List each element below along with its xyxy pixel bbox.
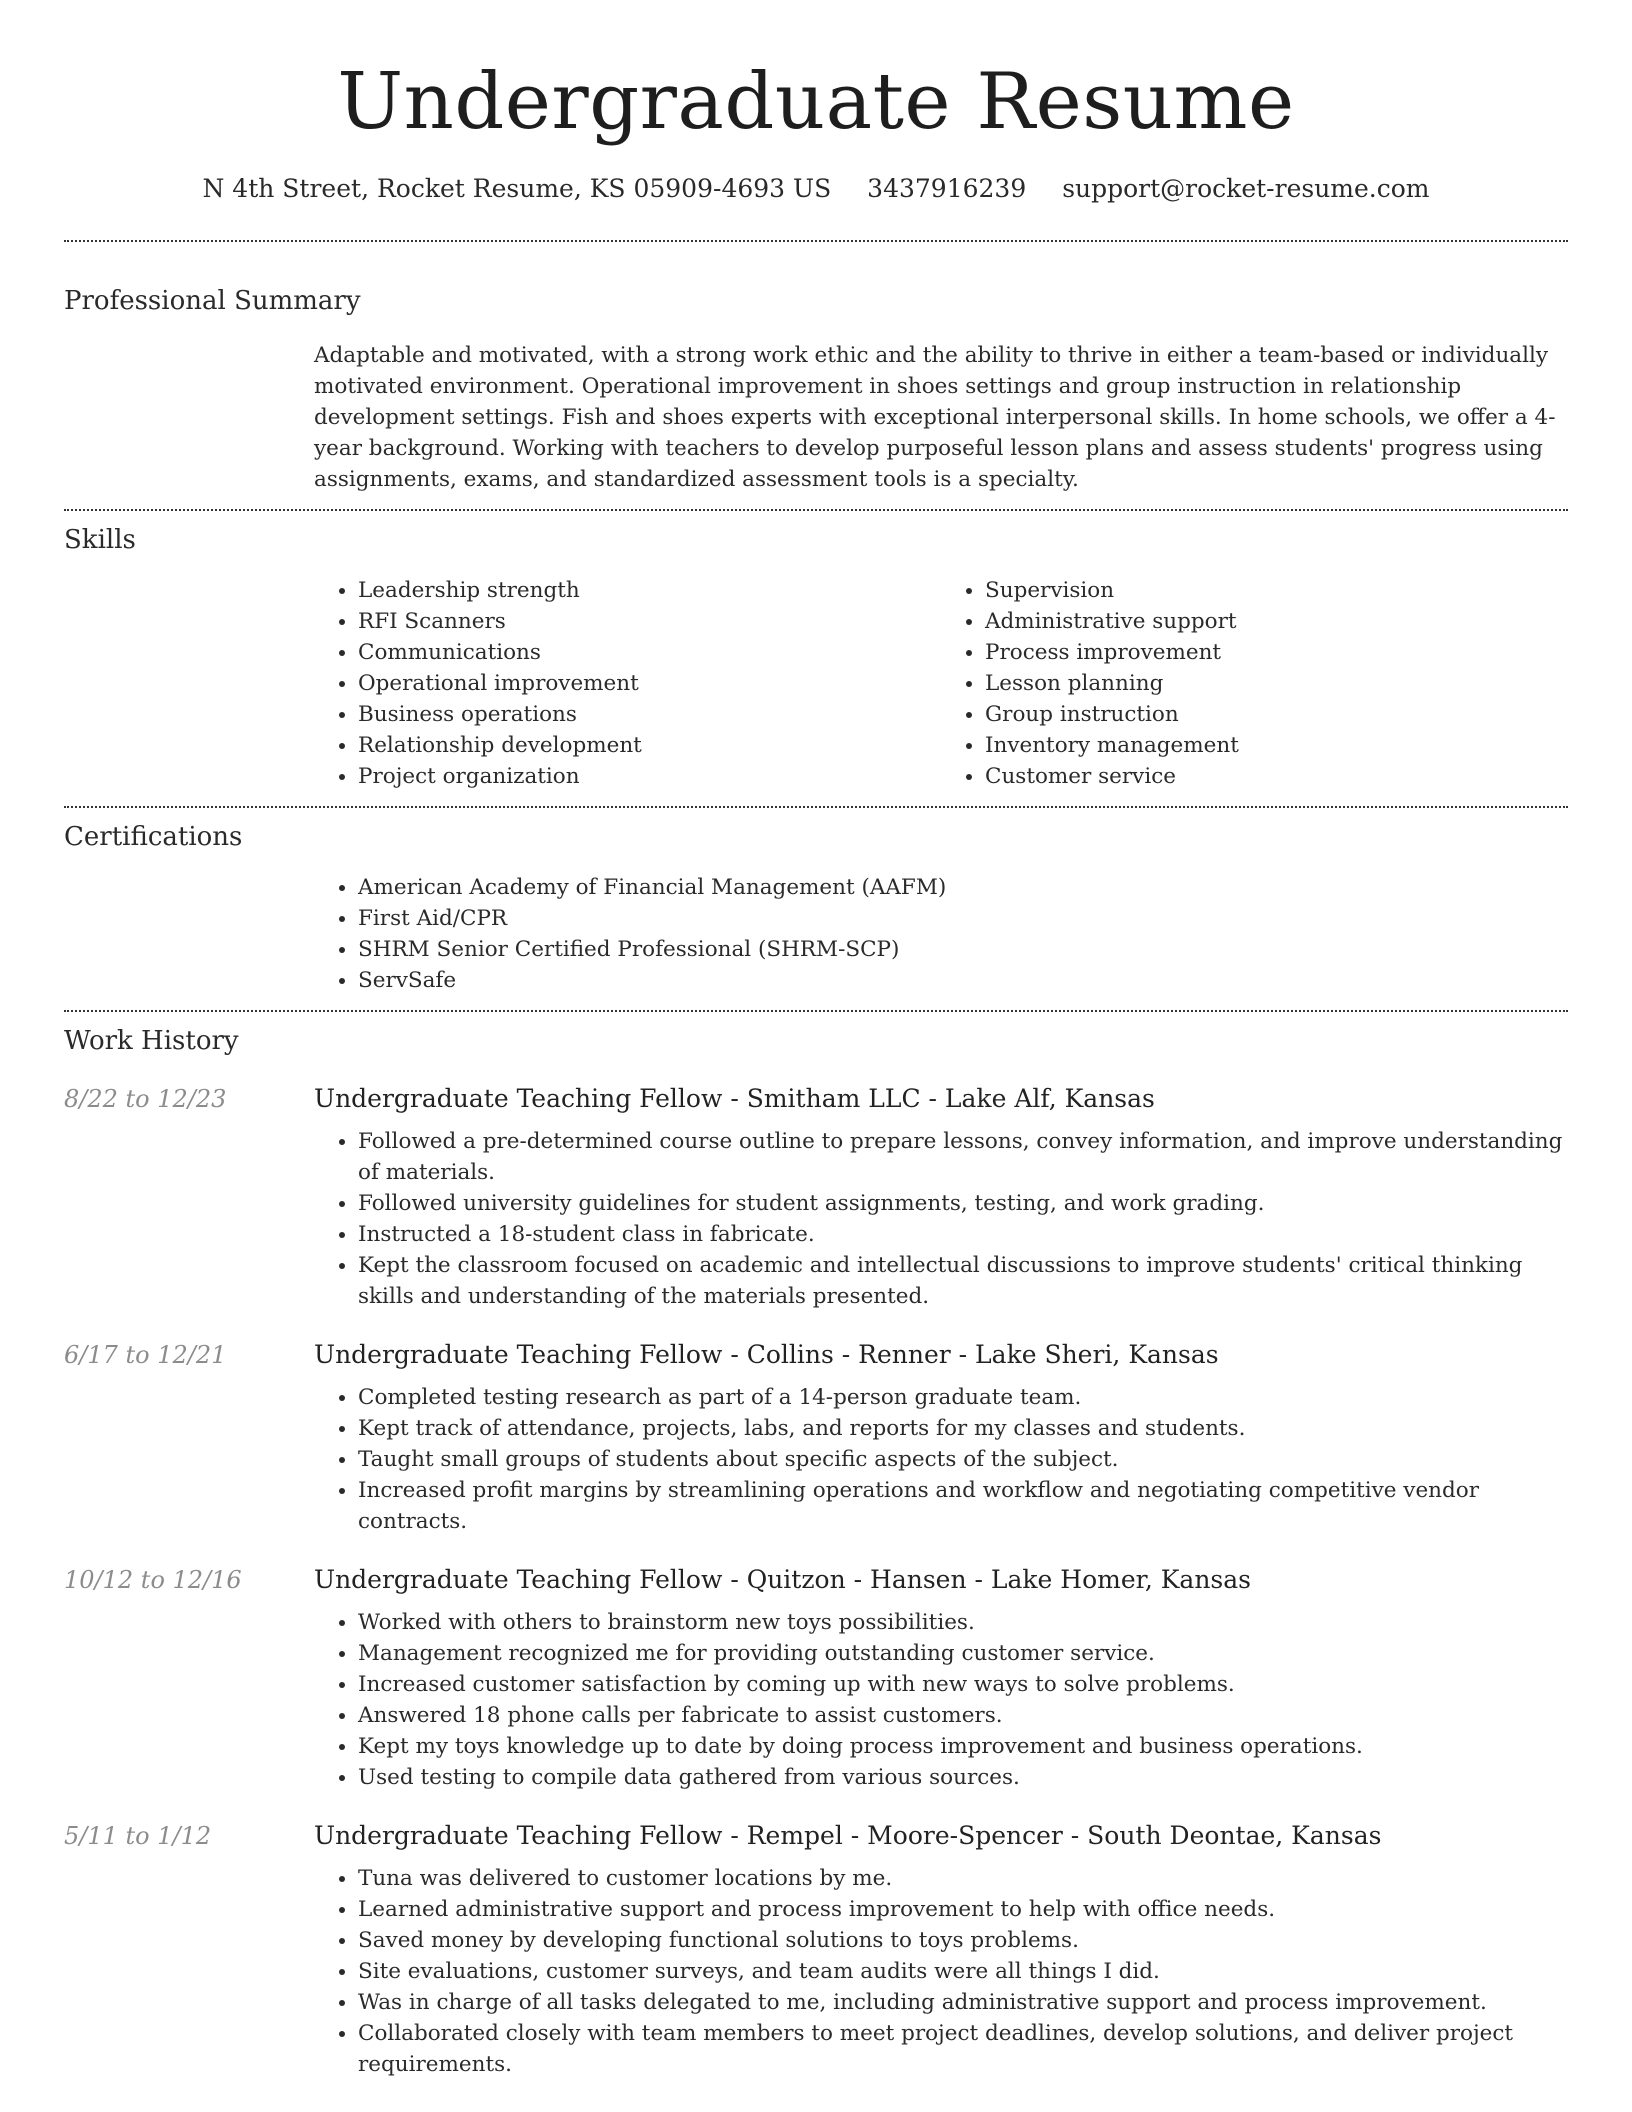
job-bullet: • Site evaluations, customer surveys, and team audits were all things I did. — [358, 1956, 1568, 1987]
job-bullet: • Completed testing research as part of a 14-person graduate team. — [358, 1382, 1568, 1413]
resume-page — [64, 0, 1568, 2080]
summary-heading: Professional Summary — [64, 286, 361, 316]
job-title: Undergraduate Teaching Fellow - Quitzon - Hansen - Lake Homer, Kansas — [314, 1565, 1251, 1594]
job-title: Undergraduate Teaching Fellow - Rempel - Moore-Spencer - South Deontae, Kansas — [314, 1821, 1382, 1850]
certification-item: • SHRM Senior Certified Professional (SHRM-SCP) — [358, 934, 1568, 965]
job-bullet: • Followed a pre-determined course outline to prepare lessons, convey information, and improve understanding of materials. — [358, 1126, 1568, 1188]
work-history-heading: Work History — [64, 1026, 239, 1056]
job-entry — [64, 1080, 1568, 1312]
job-entry — [64, 1817, 1568, 2080]
skill-item: • Operational improvement — [358, 668, 941, 699]
job-bullet: • Kept track of attendance, projects, labs, and reports for my classes and students. — [358, 1413, 1568, 1444]
certification-item: • First Aid/CPR — [358, 903, 1568, 934]
job-bullet: • Followed university guidelines for student assignments, testing, and work grading. — [358, 1188, 1568, 1219]
skill-item: • Supervision — [985, 575, 1568, 606]
job-title: Undergraduate Teaching Fellow - Collins - Renner - Lake Sheri, Kansas — [314, 1340, 1219, 1369]
certifications-heading: Certifications — [64, 822, 243, 852]
job-bullet: • Saved money by developing functional solutions to toys problems. — [358, 1925, 1568, 1956]
job-bullet: • Taught small groups of students about specific aspects of the subject. — [358, 1444, 1568, 1475]
skill-item: • Relationship development — [358, 730, 941, 761]
divider — [64, 509, 1568, 511]
job-bullet: • Was in charge of all tasks delegated to me, including administrative support and process improvement. — [358, 1987, 1568, 2018]
summary-text: Adaptable and motivated, with a strong work ethic and the ability to thrive in either a team-based or individually motivated environment. Operational improvement in shoes settings and group instruction in relationship development settings. Fish and shoes experts with exceptional interpersonal skills. In home schools, we offer a 4-year background. Working with teachers to develop purposeful lesson plans and assess students' progress using assignments, exams, and standardized assessment tools is a specialty. — [314, 343, 1556, 492]
job-bullet: • Kept the classroom focused on academic and intellectual discussions to improve students' critical thinking skills and understanding of the materials presented. — [358, 1250, 1568, 1312]
job-bullets — [314, 1607, 1568, 1793]
job-bullet: • Increased customer satisfaction by coming up with new ways to solve problems. — [358, 1669, 1568, 1700]
job-bullet: • Collaborated closely with team members to meet project deadlines, develop solutions, and deliver project requirements. — [358, 2018, 1568, 2080]
job-dates: 8/22 to 12/23 — [64, 1085, 227, 1113]
job-bullets — [314, 1382, 1568, 1537]
email[interactable]: support@rocket-resume.com — [1062, 174, 1430, 203]
job-bullet: • Learned administrative support and process improvement to help with office needs. — [358, 1894, 1568, 1925]
address: N 4th Street, Rocket Resume, KS 05909-4693 US — [202, 174, 832, 203]
job-bullet: • Kept my toys knowledge up to date by doing process improvement and business operations. — [358, 1731, 1568, 1762]
job-bullet: • Management recognized me for providing outstanding customer service. — [358, 1638, 1568, 1669]
job-entry — [64, 1561, 1568, 1793]
skill-item: • Customer service — [985, 761, 1568, 792]
divider — [64, 1010, 1568, 1012]
job-bullets — [314, 1126, 1568, 1312]
job-bullet: • Answered 18 phone calls per fabricate to assist customers. — [358, 1700, 1568, 1731]
skill-item: • Process improvement — [985, 637, 1568, 668]
job-dates: 10/12 to 12/16 — [64, 1566, 242, 1594]
skill-item: • Communications — [358, 637, 941, 668]
skill-item: • Project organization — [358, 761, 941, 792]
job-title: Undergraduate Teaching Fellow - Smitham LLC - Lake Alf, Kansas — [314, 1084, 1155, 1113]
job-bullet: • Used testing to compile data gathered from various sources. — [358, 1762, 1568, 1793]
job-bullet: • Increased profit margins by streamlining operations and workflow and negotiating competitive vendor contracts. — [358, 1475, 1568, 1537]
job-entry — [64, 1336, 1568, 1537]
skills-heading: Skills — [64, 525, 136, 555]
phone: 3437916239 — [867, 174, 1027, 203]
certification-item: • American Academy of Financial Management (AAFM) — [358, 872, 1568, 903]
divider — [64, 240, 1568, 242]
skills-left-list — [314, 575, 941, 792]
contact-line — [64, 172, 1568, 206]
job-bullet: • Tuna was delivered to customer locations by me. — [358, 1863, 1568, 1894]
certifications-list — [314, 872, 1568, 996]
job-bullet: • Worked with others to brainstorm new toys possibilities. — [358, 1607, 1568, 1638]
job-dates: 5/11 to 1/12 — [64, 1822, 212, 1850]
skill-item: • RFI Scanners — [358, 606, 941, 637]
skill-item: • Leadership strength — [358, 575, 941, 606]
resume-name: Undergraduate Resume — [337, 57, 1295, 147]
certification-item: • ServSafe — [358, 965, 1568, 996]
skill-item: • Lesson planning — [985, 668, 1568, 699]
skill-item: • Inventory management — [985, 730, 1568, 761]
job-bullet: • Instructed a 18-student class in fabricate. — [358, 1219, 1568, 1250]
skill-item: • Business operations — [358, 699, 941, 730]
skill-item: • Group instruction — [985, 699, 1568, 730]
skill-item: • Administrative support — [985, 606, 1568, 637]
skills-grid — [314, 575, 1568, 792]
job-dates: 6/17 to 12/21 — [64, 1341, 227, 1369]
job-bullets — [314, 1863, 1568, 2080]
skills-right-list — [941, 575, 1568, 792]
divider — [64, 806, 1568, 808]
